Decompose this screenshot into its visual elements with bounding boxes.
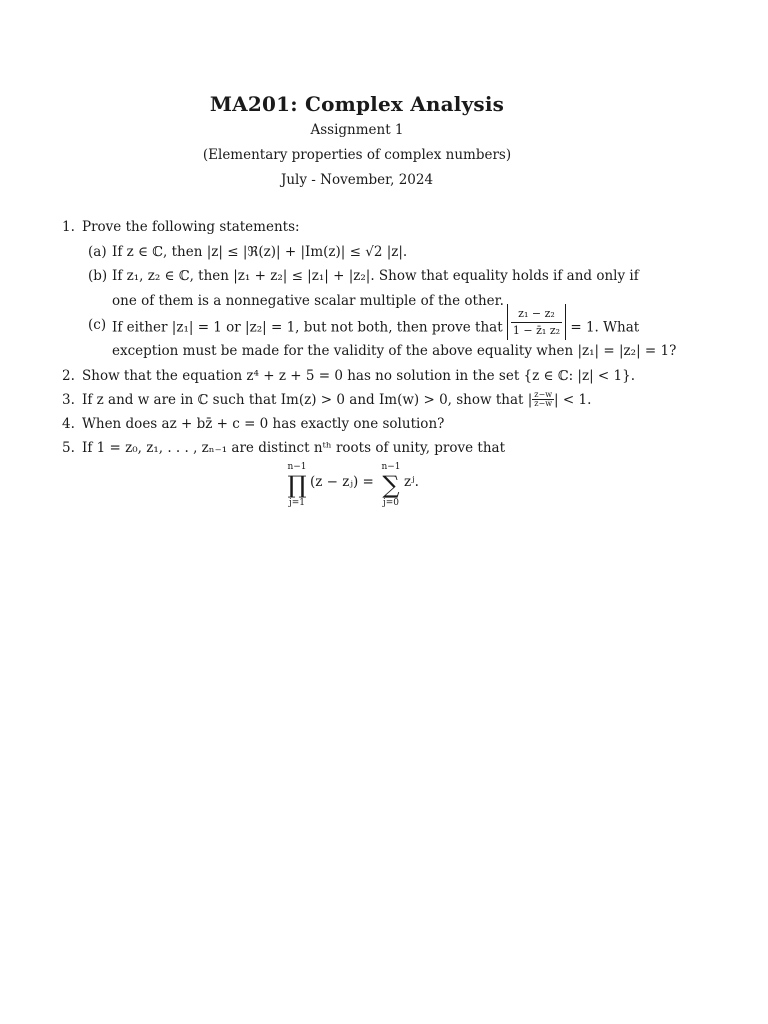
part-label: (c) xyxy=(88,317,107,333)
question-text: Show that the equation z⁴ + z + 5 = 0 has no solution in the set {z ∈ ℂ: |z| < 1}. xyxy=(82,368,635,384)
assignment-topic: (Elementary properties of complex numbers) xyxy=(202,147,512,163)
question-text-pre: If z and w are in ℂ such that Im(z) > 0 and Im(w) > 0, show that | xyxy=(82,392,533,408)
product-upper-limit: n−1 xyxy=(287,462,307,472)
part-label: (a) xyxy=(88,244,107,260)
assignment-number: Assignment 1 xyxy=(310,122,404,138)
fraction-numerator: z₁ − z₂ xyxy=(511,306,562,323)
question-number: 5. xyxy=(62,440,75,456)
question-text: Prove the following statements: xyxy=(82,219,300,235)
assignment-term: July - November, 2024 xyxy=(280,172,434,188)
fraction-denominator: 1 − z̄₁ z₂ xyxy=(512,324,561,337)
part-text xyxy=(112,307,640,340)
sum-operator xyxy=(378,462,404,508)
product-lower-limit: j=1 xyxy=(288,498,306,508)
display-equation xyxy=(284,462,484,516)
question-text: If 1 = z₀, z₁, . . . , zₙ₋₁ are distinct nᵗʰ roots of unity, prove that xyxy=(82,440,506,456)
part-text: one of them is a nonnegative scalar multiple of the other. xyxy=(112,293,504,309)
part-text: exception must be made for the validity of the above equality when |z₁| = |z₂| = 1? xyxy=(112,343,677,359)
document-title: MA201: Complex Analysis xyxy=(209,92,505,116)
question-number: 1. xyxy=(62,219,75,235)
part-label: (b) xyxy=(88,268,108,284)
question-number: 3. xyxy=(62,392,75,408)
question-text-post: | < 1. xyxy=(554,392,592,408)
sum-symbol: ∑ xyxy=(382,471,400,499)
sum-body: zʲ. xyxy=(404,474,419,490)
fraction-denominator: z−w̄ xyxy=(534,399,553,408)
question-number: 2. xyxy=(62,368,75,384)
part-text-pre: If either |z₁| = 1 or |z₂| = 1, but not both, then prove that xyxy=(112,319,503,336)
fraction-numerator: z−w xyxy=(534,390,553,399)
question-text xyxy=(82,391,591,409)
product-operator xyxy=(284,462,310,508)
sum-upper-limit: n−1 xyxy=(381,462,401,472)
sum-lower-limit: j=0 xyxy=(382,498,400,508)
absolute-value-fraction xyxy=(507,304,566,340)
part-text: If z ∈ ℂ, then |z| ≤ |ℜ(z)| + |Im(z)| ≤ √2 |z|. xyxy=(112,244,408,260)
product-body: (z − zⱼ) = xyxy=(310,474,374,490)
part-text: If z₁, z₂ ∈ ℂ, then |z₁ + z₂| ≤ |z₁| + |z₂|. Show that equality holds if and only if xyxy=(112,268,639,284)
product-symbol: ∏ xyxy=(287,471,307,499)
question-text: When does az + bz̄ + c = 0 has exactly one solution? xyxy=(82,416,445,432)
question-number: 4. xyxy=(62,416,75,432)
part-text-post: = 1. What xyxy=(570,319,640,336)
